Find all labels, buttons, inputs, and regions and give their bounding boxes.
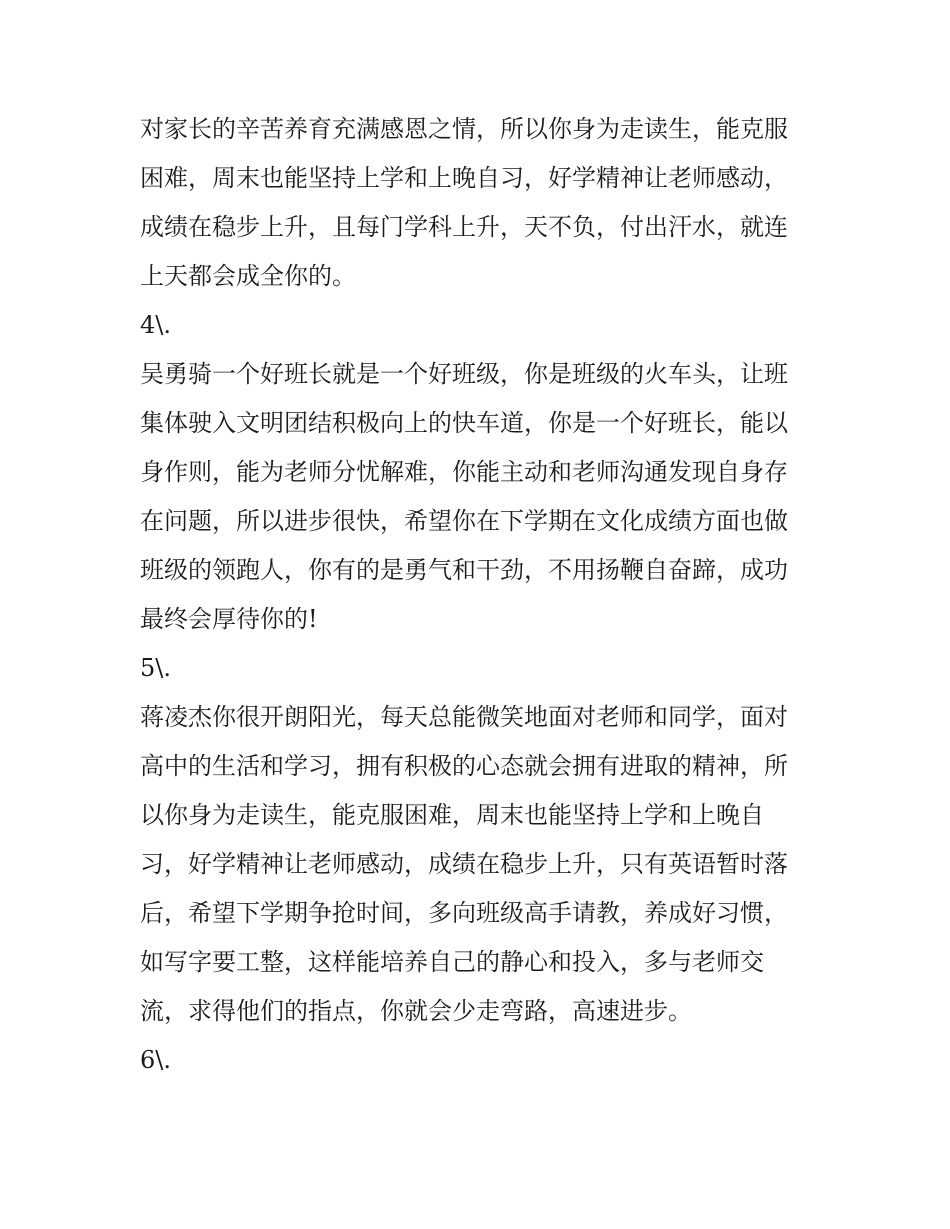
- text-line: 流，求得他们的指点，你就会少走弯路，高速进步。: [140, 997, 692, 1025]
- text-line: 成绩在稳步上升，且每门学科上升，天不负，付出汗水，就连: [140, 213, 788, 241]
- section-number: 5\.: [140, 654, 171, 682]
- text-line: 吴勇骑一个好班长就是一个好班级，你是班级的火车头，让班: [140, 360, 788, 388]
- text-line: 在问题，所以进步很快，希望你在下学期在文化成绩方面也做: [140, 507, 788, 535]
- text-line: 如写字要工整，这样能培养自己的静心和投入，多与老师交: [140, 948, 764, 976]
- section-number: 4\.: [140, 311, 171, 339]
- text-line: 困难，周末也能坚持上学和上晚自习，好学精神让老师感动，: [140, 164, 788, 192]
- text-line: 习，好学精神让老师感动，成绩在稳步上升，只有英语暂时落: [140, 850, 788, 878]
- text-line: 高中的生活和学习，拥有积极的心态就会拥有进取的精神，所: [140, 752, 788, 780]
- text-line: 上天都会成全你的。: [140, 262, 356, 290]
- text-line: 集体驶入文明团结积极向上的快车道，你是一个好班长，能以: [140, 409, 788, 437]
- text-line: 后，希望下学期争抢时间，多向班级高手请教，养成好习惯，: [140, 899, 788, 927]
- text-line: 以你身为走读生，能克服困难，周末也能坚持上学和上晚自: [140, 801, 764, 829]
- text-line: 最终会厚待你的!: [140, 605, 318, 633]
- text-line: 班级的领跑人，你有的是勇气和干劲，不用扬鞭自奋蹄，成功: [140, 556, 788, 584]
- section-number: 6\.: [140, 1046, 171, 1074]
- text-line: 蒋凌杰你很开朗阳光，每天总能微笑地面对老师和同学，面对: [140, 703, 788, 731]
- text-line: 身作则，能为老师分忧解难，你能主动和老师沟通发现自身存: [140, 458, 788, 486]
- text-line: 对家长的辛苦养育充满感恩之情，所以你身为走读生，能克服: [140, 115, 788, 143]
